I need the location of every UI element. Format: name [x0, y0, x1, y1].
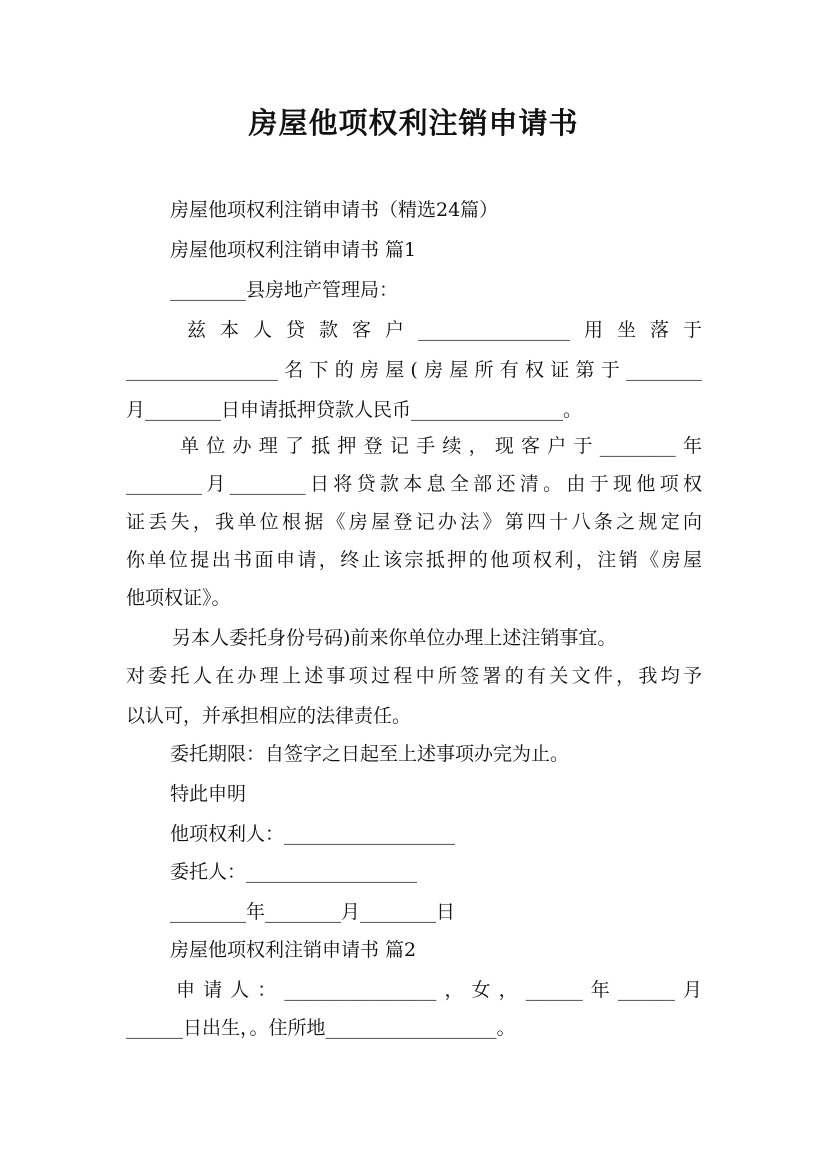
body-line: 另本人委托身份号码)前来你单位办理上述注销事宜。 — [172, 627, 617, 649]
signature-line: 他项权利人：__________________ — [170, 823, 456, 845]
addressee-line: ________县房地产管理局： — [170, 279, 399, 301]
body-line: 以认可，并承担相应的法律责任。 — [126, 705, 412, 727]
body-line: 单位办理了抵押登记手续，现客户于________年 — [180, 435, 702, 457]
body-line: ________月________日将贷款本息全部还清。由于现他项权 — [126, 473, 702, 495]
body-line: 你单位提出书面申请，终止该宗抵押的他项权利，注销《房屋 — [126, 549, 702, 571]
declaration-line: 特此申明 — [170, 783, 247, 805]
body-line: 申请人：________________，女，______年______月 — [176, 979, 702, 1001]
body-line: 他项权证》。 — [126, 587, 231, 609]
body-line: 对委托人在办理上述事项过程中所签署的有关文件，我均予 — [126, 665, 702, 687]
body-line: 兹本人贷款客户________________用坐落于 — [187, 319, 702, 341]
body-line: ______日出生，。住所地__________________。 — [126, 1017, 516, 1039]
body-line: 委托期限：自签字之日起至上述事项办完为止。 — [170, 743, 570, 765]
body-line: 月________日申请抵押贷款人民币________________。 — [126, 399, 583, 421]
date-line: ________年________月________日 — [170, 901, 456, 923]
signature-line: 委托人：__________________ — [170, 861, 418, 883]
document-title: 房屋他项权利注销申请书 — [248, 106, 579, 140]
section-heading-1: 房屋他项权利注销申请书 篇1 — [170, 239, 417, 261]
subtitle-line: 房屋他项权利注销申请书（精选24篇） — [170, 199, 499, 221]
body-line: 证丢失，我单位根据《房屋登记办法》第四十八条之规定向 — [126, 511, 702, 533]
body-line: ________________名下的房屋(房屋所有权证第于________ — [126, 359, 702, 381]
section-heading-2: 房屋他项权利注销申请书 篇2 — [170, 939, 417, 961]
